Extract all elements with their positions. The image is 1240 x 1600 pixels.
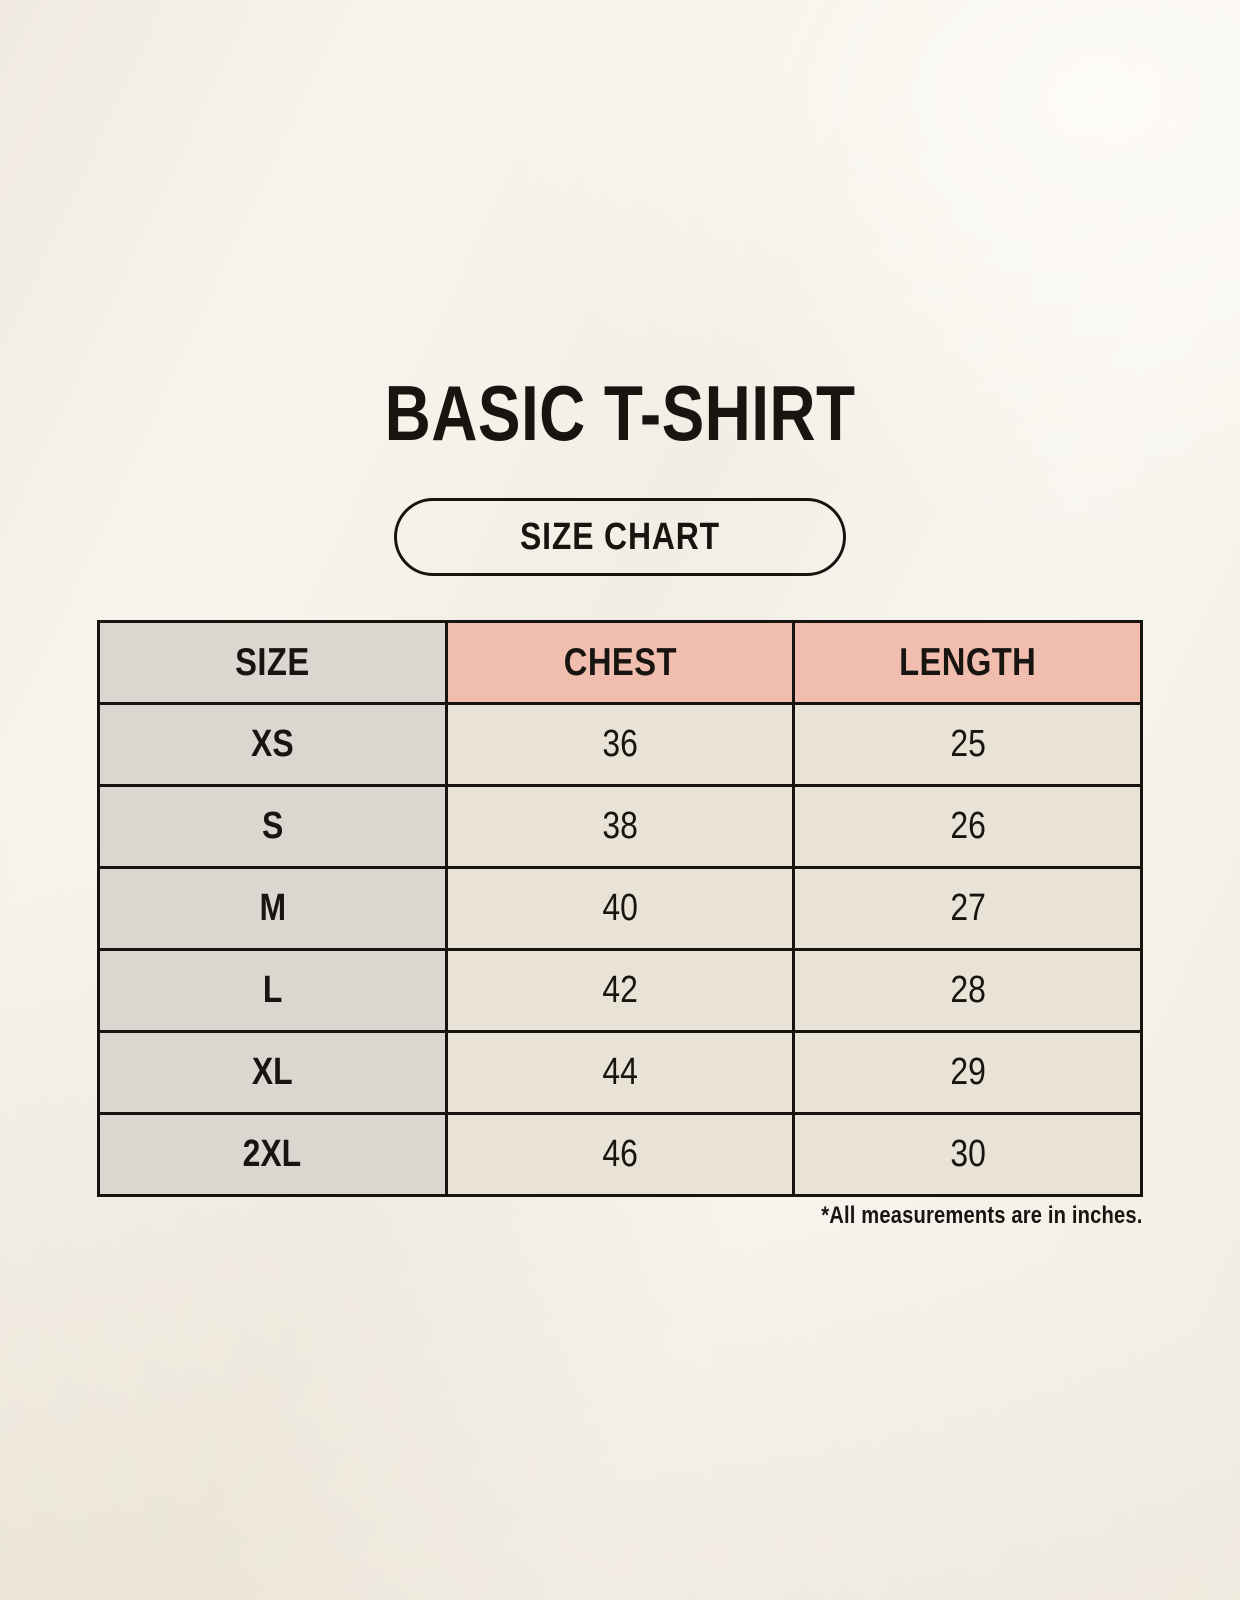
header-cell-chest <box>446 622 794 704</box>
header-cell-length-label: LENGTH <box>899 640 1037 684</box>
size-chart-badge <box>394 498 846 576</box>
product-title-text: BASIC T-SHIRT <box>384 369 856 457</box>
header-cell-size <box>99 622 447 704</box>
size-cell <box>99 1032 447 1114</box>
size-label: L <box>262 969 283 1011</box>
size-cell <box>99 704 447 786</box>
size-label: 2XL <box>243 1133 302 1175</box>
measurement-note <box>760 1202 1143 1230</box>
length-value: 25 <box>949 723 986 765</box>
length-value: 29 <box>949 1051 986 1093</box>
size-chart-badge-label: SIZE CHART <box>520 515 720 558</box>
size-label: XL <box>251 1051 293 1093</box>
chest-value: 42 <box>602 969 638 1011</box>
chest-cell <box>446 1032 794 1114</box>
size-cell <box>99 868 447 950</box>
table-header-row <box>99 622 1142 704</box>
length-value: 28 <box>949 969 986 1011</box>
chest-value: 38 <box>602 805 638 847</box>
size-cell <box>99 786 447 868</box>
product-title <box>0 369 1240 457</box>
table-row-s <box>99 786 1142 868</box>
chest-cell <box>446 950 794 1032</box>
size-label: M <box>259 887 286 929</box>
chest-value: 44 <box>602 1051 638 1093</box>
chest-value: 40 <box>602 887 638 929</box>
size-label: S <box>261 805 283 847</box>
chest-value: 36 <box>602 723 638 765</box>
size-cell <box>99 950 447 1032</box>
table-row-2xl <box>99 1114 1142 1196</box>
length-value: 30 <box>949 1133 986 1175</box>
size-cell <box>99 1114 447 1196</box>
length-cell <box>794 704 1142 786</box>
chest-cell <box>446 704 794 786</box>
header-cell-size-label: SIZE <box>235 640 310 684</box>
length-cell <box>794 868 1142 950</box>
length-value: 27 <box>949 887 986 929</box>
size-table <box>97 620 1143 1197</box>
header-cell-length <box>794 622 1142 704</box>
length-cell <box>794 950 1142 1032</box>
header-cell-chest-label: CHEST <box>563 640 677 684</box>
table-row-xl <box>99 1032 1142 1114</box>
table-row-xs <box>99 704 1142 786</box>
measurement-note-text: *All measurements are in inches. <box>821 1202 1143 1229</box>
length-cell <box>794 1032 1142 1114</box>
length-value: 26 <box>949 805 986 847</box>
length-cell <box>794 786 1142 868</box>
table-row-m <box>99 868 1142 950</box>
chest-cell <box>446 786 794 868</box>
chest-cell <box>446 868 794 950</box>
chest-value: 46 <box>602 1133 638 1175</box>
size-label: XS <box>251 723 294 765</box>
length-cell <box>794 1114 1142 1196</box>
table-row-l <box>99 950 1142 1032</box>
chest-cell <box>446 1114 794 1196</box>
